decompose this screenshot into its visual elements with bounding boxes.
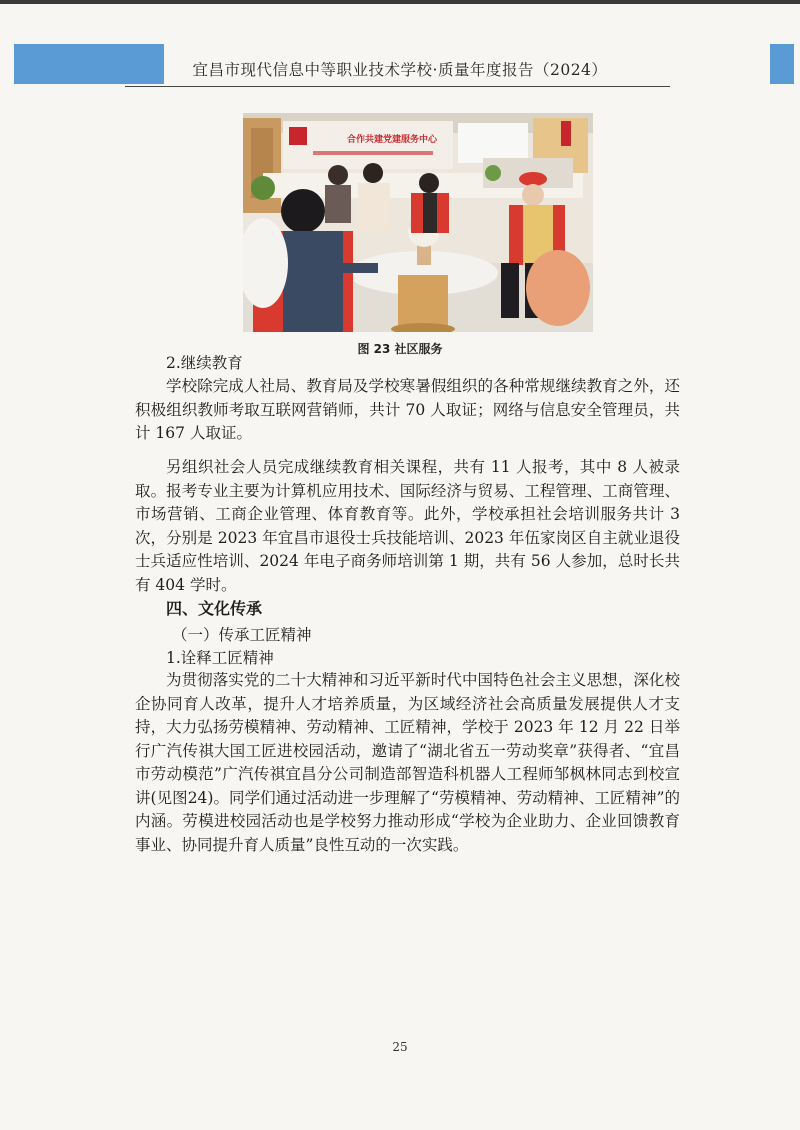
craftsman-spirit-subheading: （一）传承工匠精神 (172, 626, 312, 644)
continuing-education-heading: 2.继续教育 (166, 354, 243, 372)
continuing-education-paragraph-1: 学校除完成人社局、教育局及学校寒暑假组织的各种常规继续教育之外，还积极组织教师考取互联网营销师，共计 70 人取证；网络与信息安全管理员，共计 167 人取证。 (135, 377, 680, 442)
interpret-craftsman-heading: 1.诠释工匠精神 (166, 649, 274, 667)
continuing-education-paragraph-2: 另组织社会人员完成继续教育相关课程，共有 11 人报考，其中 8 人被录取。报考专业主要为计算机应用技术、国际经济与贸易、工程管理、工商管理、市场营销、工商企业管理、体育教育等。此外，学校承担社会培训服务共计 3 次，分别是 2023 年宜昌市退役士兵技能培训、2023 年伍家岗区自主就业退役士兵适应性培训、2024 年电子商务师培训第 1 期，共有 56 人参加，总时长共有 404 学时。 (135, 458, 680, 594)
page-number: 25 (392, 1040, 408, 1054)
craftsman-paragraph: 为贯彻落实党的二十大精神和习近平新时代中国特色社会主义思想，深化校企协同育人改革，提升人才培养质量，为区域经济社会高质量发展提供人才支持，大力弘扬劳模精神、劳动精神、工匠精神，学校于 2023 年 12 月 22 日举行广汽传祺大国工匠进校园活动，邀请了“湖北省五一劳动奖章”获得者、“宜昌市劳动模范”广汽传祺宜昌分公司制造部智造科机器人工程师邹枫林同志到校宣讲(见图24)。同学们通过活动进一步理解了“劳模精神、劳动精神、工匠精神”的内涵。劳模进校园活动也是学校努力推动形成“学校为企业助力、企业回馈教育事业、协同提升育人质量”良性互动的一次实践。 (135, 671, 680, 854)
photo-banner-text: 合作共建党建服务中心 (347, 135, 438, 145)
page-top-edge (0, 0, 800, 4)
figure-caption: 图 23 社区服务 (357, 342, 443, 356)
report-header-title: 宜昌市现代信息中等职业技术学校·质量年度报告（2024） (192, 61, 608, 79)
culture-heritage-heading: 四、文化传承 (166, 599, 263, 618)
header-divider (125, 86, 670, 87)
community-service-photo (243, 113, 593, 332)
